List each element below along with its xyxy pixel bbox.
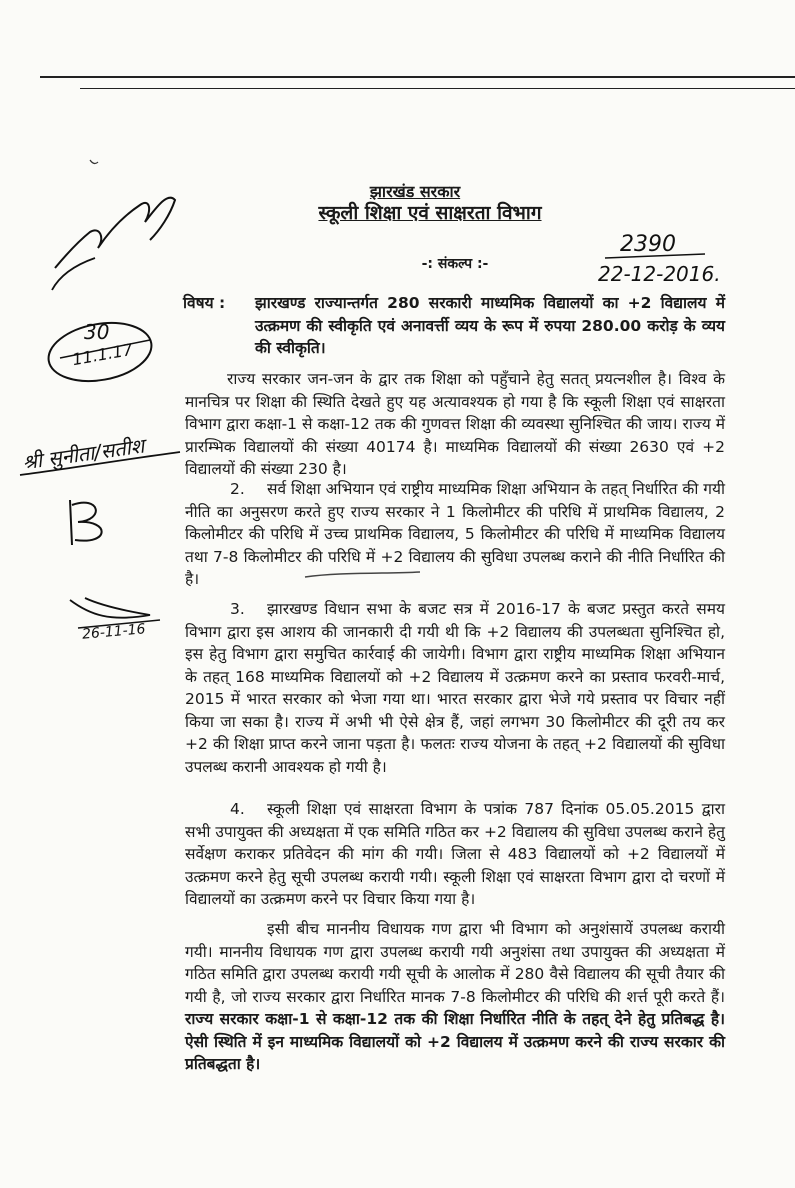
subject-text: झारखण्ड राज्यान्तर्गत 280 सरकारी माध्यमिक विद्यालयों का +2 विद्यालय में उत्क्रमण की स्वीकृति एवं अनावर्त्ती व्यय के रूप में रुपया 280.00 करोड़ के व्यय की स्वीकृति।	[255, 294, 725, 357]
subject-label: विषय :	[183, 294, 226, 312]
paragraph-3: झारखण्ड विधान सभा के बजट सत्र में 2016-17 के बजट प्रस्तुत करते समय विभाग द्वारा इस आशय की जानकारी दी गयी थी कि +2 विद्यालय की उपलब्धता सुनिश्चित हो, इस हेतु विभाग द्वारा समुचित कार्रवाई की जायेगी। विभाग द्वारा राष्ट्रीय माध्यमिक शिक्षा अभियान के तहत् 168 माध्यमिक विद्यालयों को +2 विद्यालय में उत्क्रमण करने का प्रस्ताव फरवरी-मार्च, 2015 में भारत सरकार को भेजा गया था। भारत सरकार द्वारा भेजे गये प्रस्ताव पर विचार नहीं किया जा सका है। राज्य में अभी भी ऐसे क्षेत्र हैं, जहां लगभग 30 किलोमीटर की दूरी तय कर +2 की शिक्षा प्राप्त करने जाना पड़ता है। फलतः राज्य योजना के तहत् +2 विद्यालयों की सुविधा उपलब्ध करानी आवश्यक हो गयी है।	[185, 600, 725, 776]
paragraph-5-text: इसी बीच माननीय विधायक गण द्वारा भी विभाग को अनुशंसायें उपलब्ध करायी गयी। माननीय विधायक गण द्वारा उपलब्ध करायी गयी अनुशंसा तथा उपायुक्त की अध्यक्षता में गठित समिति द्वारा उपलब्ध करायी गयी सूची के आलोक में 280 वैसे विद्यालय की सूची तैयार की गयी है, जो राज्य सरकार द्वारा निर्धारित मानक 7-8 किलोमीटर की परिधि की शर्त्त पूरी करते हैं।	[185, 920, 725, 1006]
paragraph-3-number: 3.	[230, 600, 245, 618]
paragraph-2-number: 2.	[230, 480, 245, 498]
paragraph-4: स्कूली शिक्षा एवं साक्षरता विभाग के पत्रांक 787 दिनांक 05.05.2015 द्वारा सभी उपायुक्त की अध्यक्षता में एक समिति गठित कर +2 विद्यालय की सुविधा उपलब्ध कराने हेतु सर्वेक्षण कराकर प्रतिवेदन की मांग की गयी। जिला से 483 विद्यालयों को +2 विद्यालयों में उत्क्रमण करने हेतु सूची उपलब्ध करायी गयी। स्कूली शिक्षा एवं साक्षरता विभाग द्वारा दो चरणों में विद्यालयों का उत्क्रमण करने पर विचार किया गया है।	[185, 800, 725, 908]
department-name: स्कूली शिक्षा एवं साक्षरता विभाग	[318, 202, 542, 224]
margin-date-2: 26-11-16	[81, 621, 147, 643]
resolution-label: -: संकल्प :-	[421, 256, 489, 272]
government-name: झारखंड सरकार	[369, 182, 461, 201]
resolution-date: 22-12-2016.	[598, 262, 721, 286]
margin-date-1: 11.1.17	[70, 339, 135, 370]
paragraph-5-bold: राज्य सरकार कक्षा-1 से कक्षा-12 तक की शिक्षा निर्धारित नीति के तहत् देने हेतु प्रतिबद्ध है। ऐसी स्थिति में इन माध्यमिक विद्यालयों को +2 विद्यालय में उत्क्रमण करने की राज्य सरकार की प्रतिबद्धता है।	[185, 1010, 725, 1073]
paragraph-1: राज्य सरकार जन-जन के द्वार तक शिक्षा को पहुँचाने हेतु सतत् प्रयत्नशील है। विश्व के मानचित्र पर शिक्षा की स्थिति देखते हुए यह अत्यावश्यक हो गया है कि स्कूली शिक्षा एवं साक्षरता विभाग द्वारा कक्षा-1 से कक्षा-12 तक की गुणवत्त शिक्षा की व्यवस्था सुनिश्चित की जाय। राज्य में प्रारम्भिक विद्यालयों की संख्या 40174 है। माध्यमिक विद्यालयों की संख्या 2630 एवं +2 विद्यालयों की संख्या 230 है।	[185, 370, 725, 478]
paragraph-2: सर्व शिक्षा अभियान एवं राष्ट्रीय माध्यमिक शिक्षा अभियान के तहत् निर्धारित की गयी नीति का अनुसरण करते हुए राज्य सरकार ने 1 किलोमीटर की परिधि में प्राथमिक विद्यालय, 2 किलोमीटर की परिधि में उच्च प्राथमिक विद्यालय, 5 किलोमीटर की परिधि में माध्यमिक विद्यालय तथा 7-8 किलोमीटर की परिधि में +2 विद्यालय की सुविधा उपलब्ध कराने की नीति निर्धारित की है।	[185, 480, 726, 588]
paragraph-4-number: 4.	[230, 800, 245, 818]
resolution-number: 2390	[620, 232, 676, 257]
paragraph-5	[185, 918, 725, 1076]
margin-name: श्री सुनीता/सतीश	[20, 433, 146, 475]
margin-number: 30	[84, 320, 110, 344]
